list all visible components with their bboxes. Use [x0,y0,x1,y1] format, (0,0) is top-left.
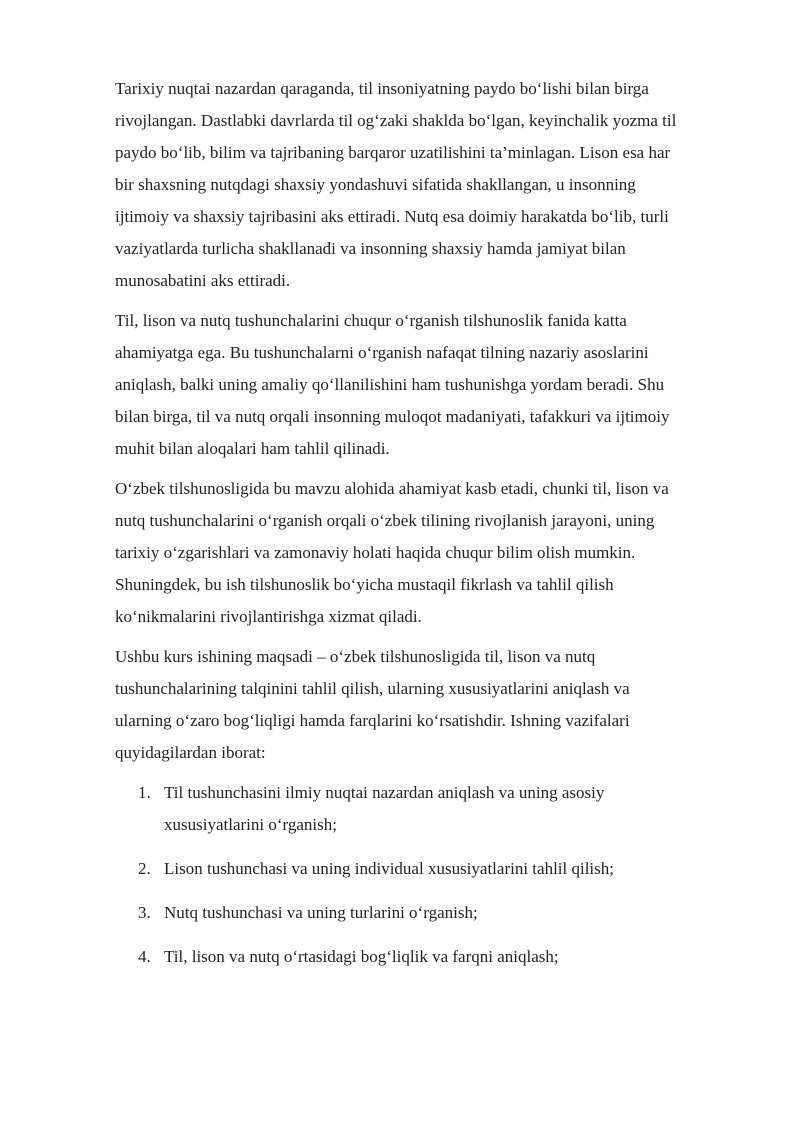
text-line: quyidagilardan iborat: [115,743,266,762]
text-line: vaziyatlarda turlicha shakllanadi va insonning shaxsiy hamda jamiyat bilan [115,239,626,258]
text-line: ijtimoiy va shaxsiy tajribasini aks ettiradi. Nutq esa doimiy harakatda bo‘lib, turli [115,207,669,226]
document-body [115,73,745,985]
text-line: tushunchalarining talqinini tahlil qilish, ularning xususiyatlarini aniqlash va [115,679,630,698]
paragraph-history [115,73,745,297]
list-number: 2. [138,859,151,878]
text-line: Til, lison va nutq o‘rtasidagi bog‘liqlik va farqni aniqlash; [164,947,559,966]
text-line: ahamiyatga ega. Bu tushunchalarni o‘rganish nafaqat tilning nazariy asoslarini [115,343,649,362]
text-line: bilan birga, til va nutq orqali insonning muloqot madaniyati, tafakkuri va ijtimoiy [115,407,670,426]
list-number: 4. [138,947,151,966]
text-line: xususiyatlarini o‘rganish; [164,815,337,834]
paragraph-goal [115,641,745,769]
tasks-list [115,777,745,973]
text-line: Til tushunchasini ilmiy nuqtai nazardan aniqlash va uning asosiy [164,783,605,802]
text-line: Shuningdek, bu ish tilshunoslik bo‘yicha mustaqil fikrlash va tahlil qilish [115,575,614,594]
list-item [115,941,745,973]
text-line: ko‘nikmalarini rivojlantirishga xizmat qiladi. [115,607,422,626]
text-line: Nutq tushunchasi va uning turlarini o‘rganish; [164,903,478,922]
text-line: bir shaxsning nutqdagi shaxsiy yondashuvi sifatida shakllangan, u insonning [115,175,636,194]
list-number: 1. [138,783,151,802]
text-line: munosabatini aks ettiradi. [115,271,291,290]
paragraph-importance [115,305,745,465]
list-item [115,853,745,885]
list-number: 3. [138,903,151,922]
text-line: Lison tushunchasi va uning individual xususiyatlarini tahlil qilish; [164,859,614,878]
list-item [115,777,745,841]
list-item [115,897,745,929]
text-line: O‘zbek tilshunosligida bu mavzu alohida ahamiyat kasb etadi, chunki til, lison va [115,479,669,498]
text-line: rivojlangan. Dastlabki davrlarda til og‘zaki shaklda bo‘lgan, keyinchalik yozma til [115,111,677,130]
text-line: Til, lison va nutq tushunchalarini chuqur o‘rganish tilshunoslik fanida katta [115,311,627,330]
paragraph-uzbek-linguistics [115,473,745,633]
text-line: Ushbu kurs ishining maqsadi – o‘zbek tilshunosligida til, lison va nutq [115,647,596,666]
text-line: aniqlash, balki uning amaliy qo‘llanilishini ham tushunishga yordam beradi. Shu [115,375,665,394]
text-line: paydo bo‘lib, bilim va tajribaning barqaror uzatilishini ta’minlagan. Lison esa har [115,143,671,162]
text-line: nutq tushunchalarini o‘rganish orqali o‘zbek tilining rivojlanish jarayoni, uning [115,511,655,530]
text-line: Tarixiy nuqtai nazardan qaraganda, til insoniyatning paydo bo‘lishi bilan birga [115,79,649,98]
text-line: muhit bilan aloqalari ham tahlil qilinadi. [115,439,390,458]
text-line: tarixiy o‘zgarishlari va zamonaviy holati haqida chuqur bilim olish mumkin. [115,543,636,562]
text-line: ularning o‘zaro bog‘liqligi hamda farqlarini ko‘rsatishdir. Ishning vazifalari [115,711,630,730]
